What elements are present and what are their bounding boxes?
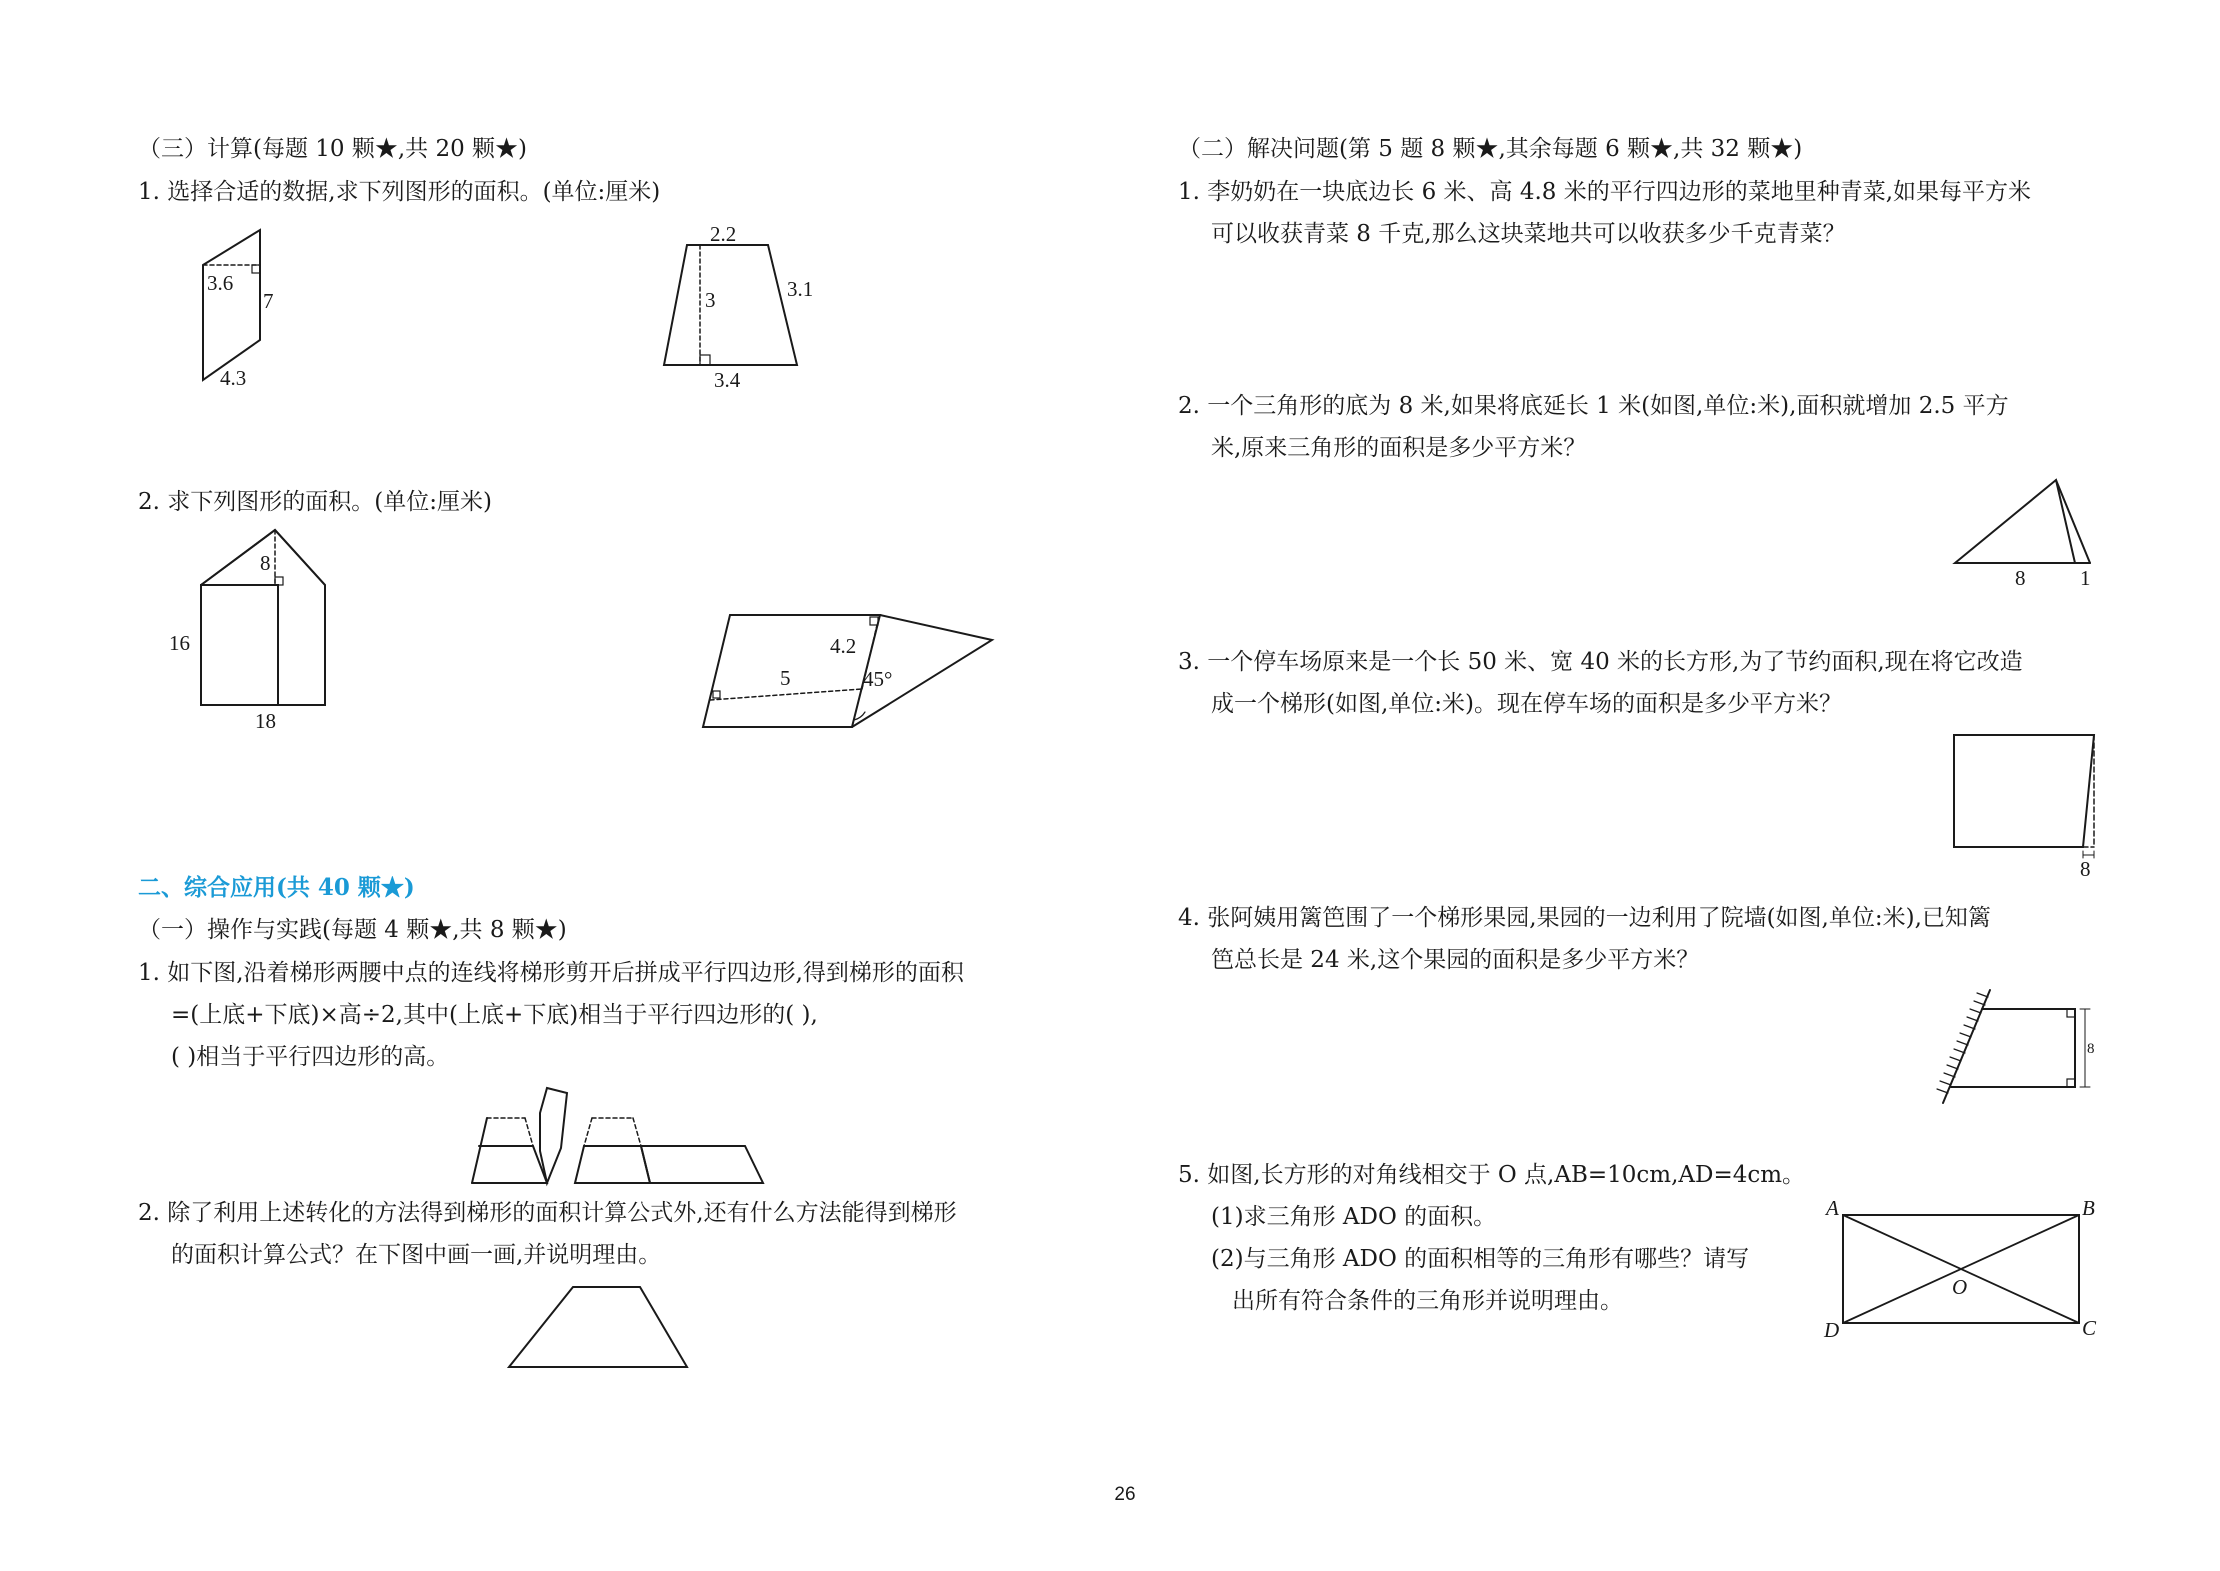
fig1-label-height: 3.6 — [207, 271, 234, 295]
solve-q5-sub1: (1)求三角形 ADO 的面积。 — [1211, 1204, 1497, 1230]
fig2-label-bottom: 3.4 — [714, 368, 741, 392]
solve-q2-line1: 2. 一个三角形的底为 8 米,如果将底延长 1 米(如图,单位:米),面积就增加 2.5 平方 — [1178, 393, 2009, 419]
calc-question-2: 2. 求下列图形的面积。(单位:厘米) — [138, 489, 492, 515]
fig2-label-height: 3 — [705, 288, 716, 312]
page-number: 26 — [1114, 1484, 1136, 1505]
practice-q1-line3: ( )相当于平行四边形的高。 — [171, 1044, 450, 1070]
solve-q1-line2: 可以收获青菜 8 千克,那么这块菜地共可以收获多少千克青菜？ — [1211, 221, 1846, 247]
q4-fig-label-height: 8 — [2087, 1041, 2095, 1057]
solve-header: （二）解决问题(第 5 题 8 颗★,其余每题 6 颗★,共 32 颗★) — [1178, 136, 1803, 162]
q3-fig-label-cut: 8 — [2080, 857, 2091, 881]
practice-q1-line2: =(上底+下底)×高÷2,其中(上底+下底)相当于平行四边形的( ), — [171, 1002, 818, 1028]
calc-question-1: 1. 选择合适的数据,求下列图形的面积。(单位:厘米) — [138, 179, 661, 205]
practice-q2-line1: 2. 除了利用上述转化的方法得到梯形的面积计算公式外,还有什么方法能得到梯形 — [138, 1200, 957, 1226]
solve-q4-line1: 4. 张阿姨用篱笆围了一个梯形果园,果园的一边利用了院墙(如图,单位:米),已知篱 — [1178, 905, 1991, 931]
solve-q3-line2: 成一个梯形(如图,单位:米)。现在停车场的面积是多少平方米？ — [1211, 691, 1843, 717]
practice-header: （一）操作与实践(每题 4 颗★,共 8 颗★) — [138, 917, 567, 943]
solve-q1-line1: 1. 李奶奶在一块底边长 6 米、高 4.8 米的平行四边形的菜地里种青菜,如果每平方米 — [1178, 179, 2032, 205]
fig2-label-top: 2.2 — [710, 222, 737, 246]
orchard-figure — [1930, 985, 2100, 1110]
calc-header: （三）计算(每题 10 颗★,共 20 颗★) — [138, 136, 528, 162]
fig2-label-side: 3.1 — [787, 277, 814, 301]
fig3-label-height: 16 — [169, 631, 190, 655]
solve-q5-line1: 5. 如图,长方形的对角线相交于 O 点,AB=10cm,AD=4cm。 — [1178, 1162, 1806, 1188]
fig1-label-side: 7 — [263, 289, 274, 313]
fig4-label-base-height: 5 — [780, 666, 791, 690]
fig1-label-base: 4.3 — [220, 366, 247, 390]
fig4-label-height: 4.2 — [830, 634, 857, 658]
rectangle-diagonals-figure — [1815, 1195, 2115, 1345]
solve-q3-line1: 3. 一个停车场原来是一个长 50 米、宽 40 米的长方形,为了节约面积,现在将它改造 — [1178, 649, 2023, 675]
house-figure — [165, 525, 345, 740]
q2-fig-label-base: 8 — [2015, 566, 2026, 590]
fig3-label-width: 18 — [255, 709, 276, 733]
fig3-label-roof-height: 8 — [260, 551, 271, 575]
trapezoid-transform-figure — [465, 1083, 775, 1188]
practice-q2-line2: 的面积计算公式？在下图中画一画,并说明理由。 — [171, 1242, 662, 1268]
solve-q5-sub2-line1: (2)与三角形 ADO 的面积相等的三角形有哪些？请写 — [1211, 1246, 1750, 1272]
point-c-label: C — [2082, 1316, 2097, 1340]
point-a-label: A — [1826, 1196, 1839, 1220]
section-2-title: 二、综合应用(共 40 颗★) — [138, 874, 415, 901]
solve-q4-line2: 笆总长是 24 米,这个果园的面积是多少平方米？ — [1211, 947, 1700, 973]
solve-q5-sub2-line2: 出所有符合条件的三角形并说明理由。 — [1232, 1288, 1623, 1314]
fig4-label-angle: 45° — [863, 667, 893, 691]
parallelogram-figure — [190, 225, 274, 395]
point-d-label: D — [1824, 1318, 1840, 1342]
point-o-label: O — [1952, 1275, 1968, 1299]
trapezoid-figure — [650, 215, 830, 395]
solve-q2-line2: 米,原来三角形的面积是多少平方米？ — [1211, 435, 1587, 461]
blank-trapezoid-figure — [505, 1282, 695, 1372]
parking-lot-figure — [1950, 730, 2110, 880]
point-b-label: B — [2082, 1196, 2095, 1220]
triangle-extension-figure — [1950, 475, 2110, 590]
practice-q1-line1: 1. 如下图,沿着梯形两腰中点的连线将梯形剪开后拼成平行四边形,得到梯形的面积 — [138, 960, 964, 986]
parallelogram-triangle-figure — [700, 605, 1000, 735]
q2-fig-label-extension: 1 — [2080, 566, 2091, 590]
